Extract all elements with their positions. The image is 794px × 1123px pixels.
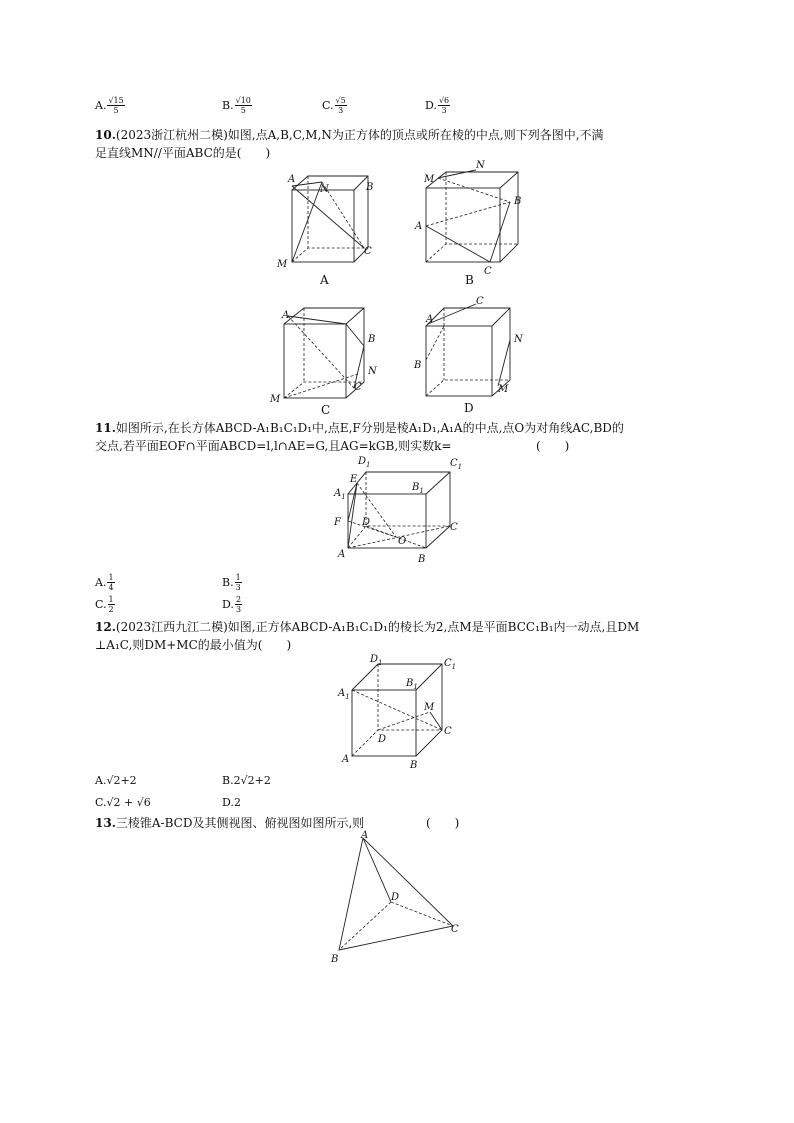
label-b: B (414, 360, 422, 371)
figure-10d (410, 296, 530, 416)
label-c: C (451, 924, 459, 935)
fraction: $\frac{2}{3}$ (235, 595, 242, 614)
label-a1: $A_1$ (334, 488, 346, 501)
label-d1: $D_1$ (358, 456, 371, 469)
figure-13 (325, 826, 475, 970)
label-a: A (342, 754, 350, 765)
label-b1: $B_1$ (412, 482, 424, 495)
label-c: C (450, 522, 458, 533)
q11-option-d: D. $\frac{2}{3}$ (222, 595, 242, 614)
label-o: O (398, 536, 407, 547)
label-m: M (277, 259, 288, 270)
label-b: B (331, 954, 339, 965)
label-b: B (514, 196, 522, 207)
q12-number: 12. (95, 620, 116, 634)
q13-answer-blank: ( ) (426, 816, 460, 830)
label-m: M (270, 394, 281, 405)
label-n: N (476, 160, 485, 171)
caption-c: C (321, 403, 331, 417)
fraction: $\frac{√10}{5}$ (235, 96, 251, 115)
figure-10c (266, 298, 386, 418)
label-c: C (364, 246, 372, 257)
q11-option-a: A. $\frac{1}{4}$ (95, 573, 114, 592)
fraction: $\frac{1}{4}$ (108, 573, 114, 592)
figure-12 (330, 650, 470, 772)
q12-option-d: D.2 (222, 796, 241, 809)
label-c: C (354, 382, 362, 393)
q9-option-b: B. $\frac{√10}{5}$ (222, 96, 251, 115)
label-c: C (444, 726, 452, 737)
q9-option-d: D. $\frac{√6}{3}$ (425, 96, 450, 115)
q11-option-b: B. $\frac{1}{3}$ (222, 573, 241, 592)
q12-option-c: C.√2 + √6 (95, 796, 151, 809)
label-m: M (498, 384, 509, 395)
label-b: B (418, 554, 426, 565)
q13-number: 13. (95, 816, 116, 830)
label-n: N (514, 334, 523, 345)
q10-line2: 足直线MN//平面ABC的是( ) (95, 146, 271, 160)
label-c1: $C_1$ (444, 658, 457, 671)
label-d: D (391, 892, 400, 903)
label-a: A (338, 549, 346, 560)
figure-10b (410, 158, 530, 288)
fraction: $\frac{1}{3}$ (235, 573, 241, 592)
caption-d: D (464, 401, 474, 415)
q12-line2: ⊥A₁C,则DM+MC的最小值为( ) (95, 638, 292, 652)
label-c: C (484, 266, 492, 277)
q11-answer-blank: ( ) (536, 439, 570, 453)
label-b: B (410, 760, 418, 771)
fraction: $\frac{√5}{3}$ (335, 96, 346, 115)
q9-option-a: A. $\frac{√15}{5}$ (95, 96, 124, 115)
q11-number: 11. (95, 421, 116, 435)
fraction: $\frac{√15}{5}$ (108, 96, 124, 115)
label-d1: $D_1$ (370, 654, 383, 667)
label-c1: $C_1$ (450, 458, 463, 471)
q11-line2: 交点,若平面EOF∩平面ABCD=l,l∩AE=G,且AG=kGB,则实数k= (95, 439, 452, 453)
figure-10a (270, 168, 390, 288)
caption-a: A (320, 273, 329, 287)
fraction: $\frac{√6}{3}$ (438, 96, 450, 115)
label-b: B (368, 334, 376, 345)
q13-line1: 13.三棱锥A-BCD及其侧视图、俯视图如图所示,则 (95, 816, 365, 830)
label-m: M (424, 174, 435, 185)
figure-11 (330, 452, 470, 568)
label-a: A (282, 310, 290, 321)
q12-option-a: A.√2+2 (95, 774, 137, 787)
label-a: A (426, 314, 434, 325)
label-a: A (415, 221, 423, 232)
label-m: M (424, 702, 435, 713)
label-n: N (320, 184, 329, 195)
label-b1: $B_1$ (406, 678, 418, 691)
label-n: N (368, 366, 377, 377)
label-a: A (361, 830, 369, 841)
q12-line1: 12.(2023江西九江二模)如图,正方体ABCD-A₁B₁C₁D₁的棱长为2,点M是平面BCC₁B₁内一动点,且DM (95, 620, 640, 634)
q9-option-c: C. $\frac{√5}{3}$ (322, 96, 346, 115)
q10-line1: 10.(2023浙江杭州二模)如图,点A,B,C,M,N为正方体的顶点或所在棱的中点,则下列各图中,不满 (95, 128, 604, 142)
q12-option-b: B.2√2+2 (222, 774, 271, 787)
label-e: E (350, 474, 358, 485)
fraction: $\frac{1}{2}$ (108, 595, 114, 614)
label-d: D (378, 734, 387, 745)
label-a: A (288, 174, 296, 185)
label-b: B (366, 182, 374, 193)
label-f: F (334, 517, 341, 528)
q11-line1: 11.如图所示,在长方体ABCD-A₁B₁C₁D₁中,点E,F分别是棱A₁D₁,A₁A的中点,点O为对角线AC,BD的 (95, 421, 624, 435)
label-a1: $A_1$ (338, 688, 350, 701)
caption-b: B (465, 273, 474, 287)
label-c: C (476, 296, 484, 307)
label-d: D (362, 517, 371, 528)
q10-number: 10. (95, 128, 116, 142)
q11-option-c: C. $\frac{1}{2}$ (95, 595, 114, 614)
